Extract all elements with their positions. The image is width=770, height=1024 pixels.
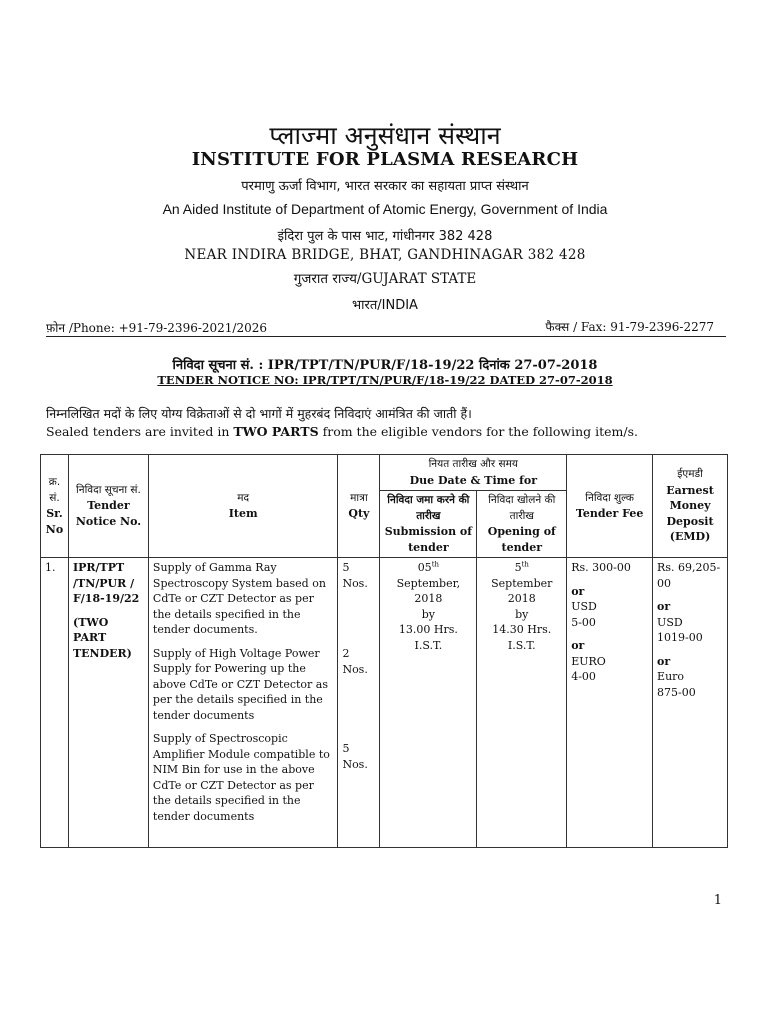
emd-cell: Rs. 69,205-00 or USD 1019-00 or Euro 875-00	[653, 558, 728, 848]
table-row	[41, 558, 728, 848]
header-tender-fee: निविदा शुल्क Tender Fee	[567, 455, 653, 558]
intro-text: Sealed tenders are invited in TWO PARTS from the eligible vendors for the following item/s.	[46, 424, 638, 439]
header-due-date: नियत तारीख और समय Due Date & Time for	[380, 455, 567, 491]
address: NEAR INDIRA BRIDGE, BHAT, GANDHINAGAR 382 428	[184, 247, 586, 263]
opening-date-cell: 5th September 2018 by 14.30 Hrs. I.S.T.	[477, 558, 567, 848]
institute-title-hindi: प्लाज्मा अनुसंधान संस्थान	[269, 121, 501, 150]
phone-number: फ़ोन /Phone: +91-79-2396-2021/2026	[46, 321, 268, 335]
header-item: मद Item	[148, 455, 338, 558]
header-tender-notice: निविदा सूचना सं. Tender Notice No.	[68, 455, 148, 558]
state: गुजरात राज्य/GUJARAT STATE	[293, 271, 477, 287]
address-hindi: इंदिरा पुल के पास भाट, गांधीनगर 382 428	[277, 229, 493, 244]
department: An Aided Institute of Department of Atomic Energy, Government of India	[162, 201, 608, 217]
submission-date-cell: 05th September, 2018 by 13.00 Hrs. I.S.T.	[380, 558, 477, 848]
qty-3: 5 Nos.	[342, 742, 368, 771]
intro-hindi: निम्नलिखित मदों के लिए योग्य विक्रेताओं से दो भागों में मुहरबंद निविदाएं आमंत्रित की जाती हैं।	[46, 406, 472, 421]
header-qty: मात्रा Qty	[338, 455, 380, 558]
tender-fee-cell: Rs. 300-00 or USD 5-00 or EURO 4-00	[567, 558, 653, 848]
page-number: 1	[713, 893, 722, 908]
header-emd: ईएमडी Earnest Money Deposit (EMD)	[653, 455, 728, 558]
header-opening: निविदा खोलने की तारीख Opening of tender	[477, 491, 567, 558]
item-2: Supply of High Voltage Power Supply for Powering up the above CdTe or CZT Detector as per the details specified in the tender documents	[152, 646, 329, 722]
item-3: Supply of Spectroscopic Amplifier Module compatible to NIM Bin for use in the above CdTe or CZT Detector as per the details specified in the tender documents	[152, 732, 330, 823]
institute-title: INSTITUTE FOR PLASMA RESEARCH	[191, 149, 579, 170]
items-cell	[148, 558, 338, 848]
header-divider	[46, 336, 726, 337]
qty-1: 5 Nos.	[342, 561, 368, 590]
sr-no-cell: 1.	[41, 558, 69, 848]
header-submission: निविदा जमा करने की तारीख Submission of tender	[380, 491, 477, 558]
qty-2: 2 Nos.	[342, 647, 368, 676]
notice-title-hindi: निविदा सूचना सं. : IPR/TPT/TN/PUR/F/18-19/22 दिनांक 27-07-2018	[172, 358, 598, 373]
tender-no-cell: IPR/TPT /TN/PUR / F/18-19/22 (TWO PART TENDER)	[68, 558, 148, 848]
notice-title: TENDER NOTICE NO: IPR/TPT/TN/PUR/F/18-19/22 DATED 27-07-2018	[157, 373, 613, 387]
header-sr-no: क्र. सं. Sr. No	[41, 455, 69, 558]
tender-table	[40, 454, 728, 848]
fax-number: फैक्स / Fax: 91-79-2396-2277	[545, 320, 714, 334]
department-hindi: परमाणु ऊर्जा विभाग, भारत सरकार का सहायता प्राप्त संस्थान	[241, 179, 529, 194]
qty-cell	[338, 558, 380, 848]
country: भारत/INDIA	[352, 298, 418, 313]
item-1: Supply of Gamma Ray Spectroscopy System based on CdTe or CZT Detector as per the details specified in the tender documents.	[152, 561, 326, 636]
